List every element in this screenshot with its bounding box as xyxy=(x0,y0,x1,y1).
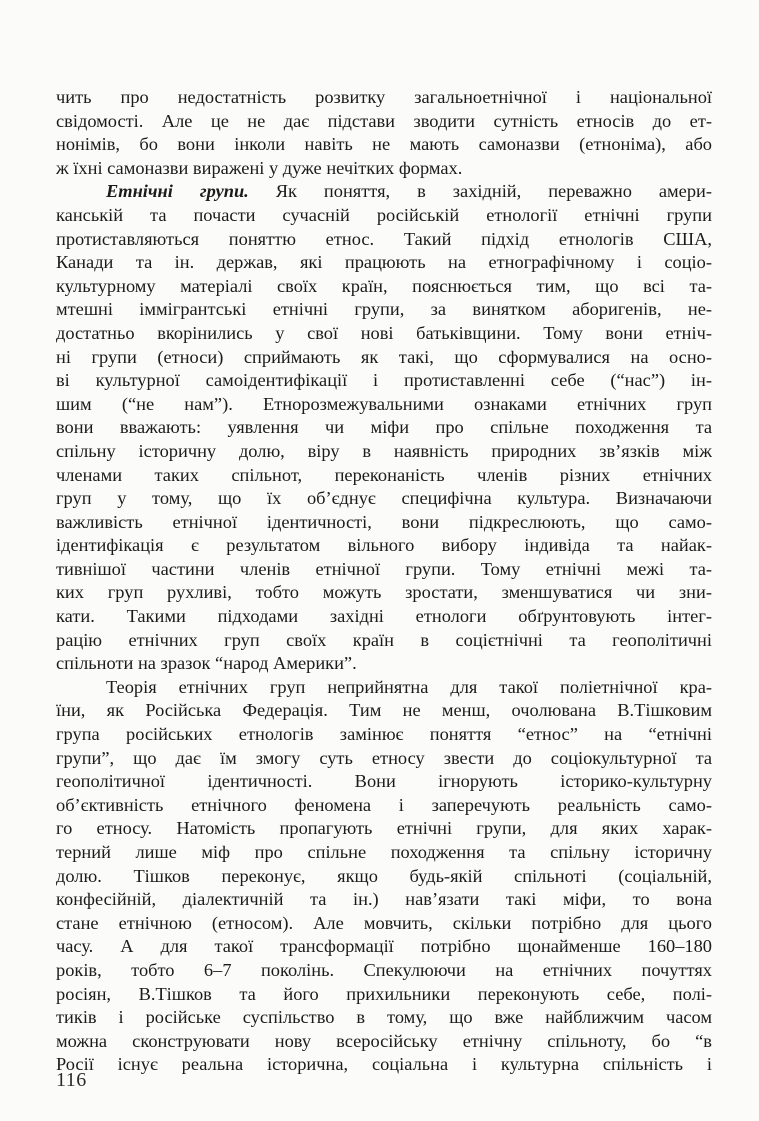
text-line: долю. Тішков переконує, якщо будь-якій спільноті (соціальній, xyxy=(56,865,712,886)
text-line: їни, як Російська Федерація. Тим не менш, очолювана В.Тішковим xyxy=(56,700,712,721)
paragraph-2 xyxy=(56,180,712,675)
text-line: груп у тому, що їх об’єднує специфічна культура. Визначаючи xyxy=(56,488,712,509)
text-line: ні групи (етноси) сприймають як такі, що сформувалися на осно- xyxy=(56,346,712,367)
text-line: стане етнічною (етносом). Але мовчить, скільки потрібно для цього xyxy=(56,912,712,933)
text-line: років, тобто 6–7 поколінь. Спекулюючи на етнічних почуттях xyxy=(56,959,712,980)
text-line xyxy=(56,180,712,204)
section-heading-inline: Етнічні групи. xyxy=(106,181,249,202)
text-line: спільноти на зразок “народ Америки”. xyxy=(56,653,357,674)
text-line: ві культурної самоідентифікації і протиставленні себе (“нас”) ін- xyxy=(56,370,712,391)
text-line: вони вважають: уявлення чи міфи про спільне походження та xyxy=(56,417,712,438)
text-line: протиставляються поняттю етнос. Такий підхід етнологів США, xyxy=(56,228,712,249)
text-line: свідомості. Але це не дає підстави зводити сутність етносів до ет- xyxy=(56,110,712,131)
text-line: групи”, що дає їм змогу суть етносу звести до соціокультурної та xyxy=(56,747,712,768)
page-number: 116 xyxy=(56,1069,87,1091)
text-line: об’єктивність етнічного феномена і заперечують реальність само- xyxy=(56,794,712,815)
text-line: група російських етнологів замінює поняття “етнос” на “етнічні xyxy=(56,724,712,745)
text-line: росіян, В.Тішков та його прихильники переконують себе, полі- xyxy=(56,983,712,1004)
body-text xyxy=(56,86,712,1077)
text-line: спільну історичну долю, віру в наявність природних зв’язків між xyxy=(56,440,712,461)
text-line: часу. А для такої трансформації потрібно щонайменше 160–180 xyxy=(56,936,712,957)
text-line: ідентифікація є результатом вільного вибору індивіда та найак- xyxy=(56,535,712,556)
text-line: Росії існує реальна історична, соціальна і культурна спільність і xyxy=(56,1054,712,1075)
text-line: шим (“не нам”). Етнорозмежувальними ознаками етнічних груп xyxy=(56,393,712,414)
text-line: рацію етнічних груп своїх країн в соцієтнічні та геополітичні xyxy=(56,629,712,650)
text-line: тиків і російське суспільство в тому, що вже найближчим часом xyxy=(56,1007,712,1028)
text-line: членами таких спільнот, переконаність членів різних етнічних xyxy=(56,464,712,485)
text-line: можна сконструювати нову всеросійську етнічну спільноту, бо “в xyxy=(56,1030,712,1051)
text-line: ких груп рухливі, тобто можуть зростати, зменшуватися чи зни- xyxy=(56,582,712,603)
text-line: Канади та ін. держав, які працюють на етнографічному і соціо- xyxy=(56,252,712,273)
text-line: ж їхні самоназви виражені у дуже нечітких формах. xyxy=(56,157,463,178)
text-line: тивнішої частини членів етнічної групи. Тому етнічні межі та- xyxy=(56,558,712,579)
text-line: культурному матеріалі своїх країн, пояснюється тим, що всі та- xyxy=(56,275,712,296)
text-line: нонімів, бо вони інколи навіть не мають самоназви (етноніма), або xyxy=(56,134,712,155)
paragraph-1 xyxy=(56,86,712,180)
text-line: конфесійній, діалектичній та ін.) нав’язати такі міфи, то вона xyxy=(56,889,712,910)
text-line: канській та почасти сучасній російській етнології етнічні групи xyxy=(56,204,712,225)
text-line: терний лише міф про спільне походження та спільну історичну xyxy=(56,842,712,862)
text-line: чить про недостатність розвитку загальноетнічної і національної xyxy=(56,87,712,107)
text-line: достатньо вкорінились у свої нові батьківщини. Тому вони етніч- xyxy=(56,322,712,343)
text-line: важливість етнічної ідентичності, вони підкреслюють, що само- xyxy=(56,511,712,532)
text-line: кати. Такими підходами західні етнологи обґрунтовують інтег- xyxy=(56,606,712,627)
text-fragment: Як поняття, в західній, переважно амери- xyxy=(248,181,713,202)
text-line: геополітичної ідентичності. Вони ігнорують історико-культурну xyxy=(56,771,712,792)
text-line: Теорія етнічних груп неприйнятна для такої поліетнічної кра- xyxy=(106,676,712,697)
text-line: мтешні іммігрантські етнічні групи, за винятком аборигенів, не- xyxy=(56,299,712,320)
text-line: го етносу. Натомість пропагують етнічні групи, для яких харак- xyxy=(56,818,712,839)
paragraph-3 xyxy=(56,676,712,1077)
